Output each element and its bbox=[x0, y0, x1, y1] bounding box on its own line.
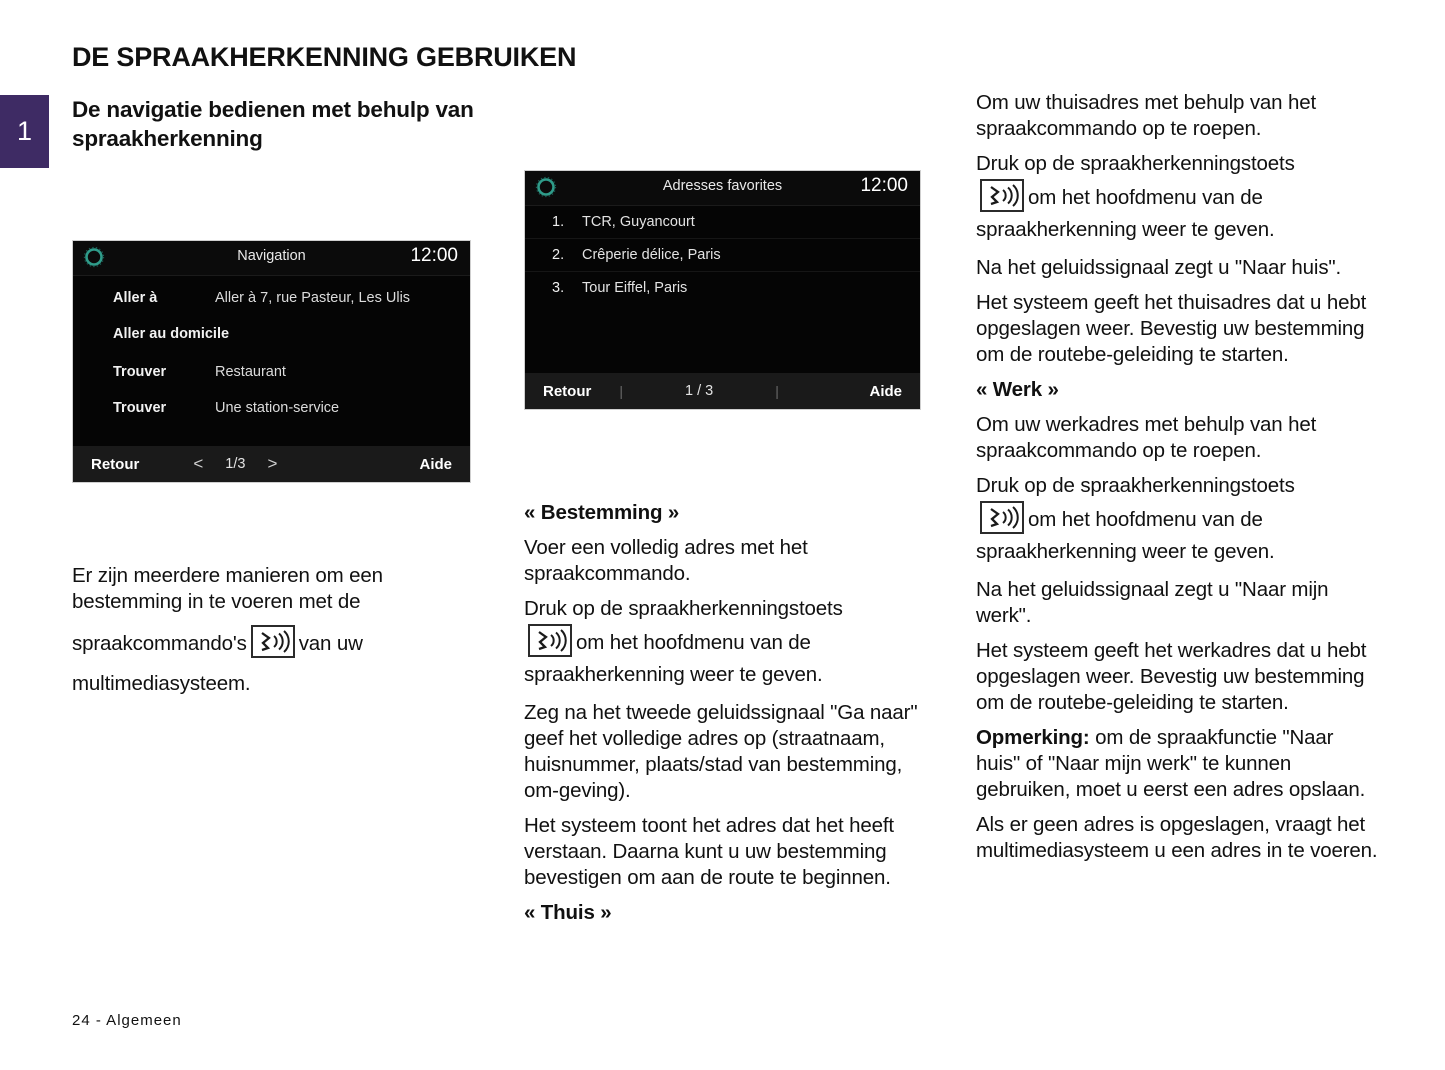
chapter-number-badge: 1 bbox=[0, 95, 49, 168]
right-paragraph-7: Druk op de spraakherkenningstoets bbox=[976, 474, 1295, 497]
right-paragraph-3-after: om het hoofdmenu van de spraakherkenning weer te geven. bbox=[976, 186, 1275, 241]
navigation-row-label: Trouver bbox=[113, 400, 167, 416]
mid-paragraph-3-after: om het hoofdmenu van de spraakherkenning weer te geven. bbox=[524, 631, 823, 686]
list-item[interactable] bbox=[525, 239, 920, 272]
mid-paragraph-4: Zeg na het tweede geluidssignaal "Ga naar" geef het volledige adres op (straatnaam, huisnummer, plaats/stad van bestemming, om-geving). bbox=[524, 701, 918, 802]
right-paragraph-2: Druk op de spraakherkenningstoets bbox=[976, 152, 1295, 175]
right-paragraph-8 bbox=[976, 501, 1378, 568]
page-title: DE SPRAAKHERKENNING GEBRUIKEN bbox=[72, 42, 577, 72]
heading-bestemming: « Bestemming » bbox=[524, 501, 680, 524]
navigation-row-value: Aller à 7, rue Pasteur, Les Ulis bbox=[215, 290, 411, 306]
list-item-number: 3. bbox=[552, 280, 565, 296]
help-button[interactable]: Aide bbox=[419, 455, 452, 473]
mid-paragraph-1: Voer een volledig adres met het spraakcommando. bbox=[524, 536, 808, 585]
help-button[interactable]: Aide bbox=[869, 382, 902, 400]
back-button[interactable]: Retour bbox=[543, 382, 592, 400]
right-paragraph-5: Het systeem geeft het thuisadres dat u hebt opgeslagen weer. Bevestig uw bestemming om de routebe-geleiding te starten. bbox=[976, 291, 1367, 366]
note-paragraph bbox=[976, 725, 1378, 803]
note-body: om de spraakfunctie "Naar huis" of "Naar mijn werk" te kunnen gebruiken, moet u eerst een adres opslaan. bbox=[976, 726, 1366, 801]
favourites-screen-topbar bbox=[525, 171, 920, 206]
list-item-number: 1. bbox=[552, 214, 565, 230]
navigation-row[interactable] bbox=[73, 326, 470, 364]
left-paragraph-2 bbox=[72, 624, 474, 704]
right-paragraph-10: Het systeem geeft het werkadres dat u hebt opgeslagen weer. Bevestig uw bestemming om de routebe-geleiding te starten. bbox=[976, 639, 1367, 714]
middle-column bbox=[524, 500, 926, 935]
favourites-screen-title: Adresses favorites bbox=[662, 178, 783, 194]
voice-command-icon bbox=[528, 624, 572, 657]
navigation-row-value: Restaurant bbox=[215, 364, 286, 380]
section-heading: De navigatie bedienen met behulp van spraakherkenning bbox=[72, 97, 474, 151]
favourites-screen-bottom-bar bbox=[525, 373, 920, 409]
navigation-screen bbox=[72, 240, 471, 483]
right-paragraph-9: Na het geluidssignaal zegt u "Naar mijn werk". bbox=[976, 578, 1329, 627]
navigation-row-value: Une station-service bbox=[215, 400, 340, 416]
bottom-bar-separator: | bbox=[775, 383, 779, 399]
list-item-number: 2. bbox=[552, 247, 565, 263]
navigation-row[interactable] bbox=[73, 400, 470, 434]
list-item[interactable] bbox=[525, 272, 920, 304]
navigation-screen-bottom-bar bbox=[73, 446, 470, 482]
navigation-screen-body bbox=[73, 276, 470, 434]
favourites-screen-body bbox=[525, 206, 920, 304]
navigation-row[interactable] bbox=[73, 290, 470, 326]
mid-paragraph-2: Druk op de spraakherkenningstoets bbox=[524, 597, 843, 620]
bottom-bar-separator: | bbox=[619, 383, 623, 399]
favourites-screen bbox=[524, 170, 921, 410]
navigation-screen-title: Navigation bbox=[237, 248, 306, 264]
navigation-row-label: Aller au domicile bbox=[113, 326, 230, 342]
navigation-row[interactable] bbox=[73, 364, 470, 400]
left-column bbox=[72, 563, 474, 713]
next-page-arrow-icon[interactable]: > bbox=[267, 454, 278, 473]
list-item-label: Crêperie délice, Paris bbox=[582, 247, 721, 263]
right-paragraph-4: Na het geluidssignaal zegt u "Naar huis". bbox=[976, 256, 1342, 279]
navigation-screen-clock: 12:00 bbox=[410, 245, 458, 266]
list-item-label: TCR, Guyancourt bbox=[582, 214, 695, 230]
list-item[interactable] bbox=[525, 206, 920, 239]
previous-page-arrow-icon[interactable]: < bbox=[193, 454, 204, 473]
mid-paragraph-5: Het systeem toont het adres dat het heeft verstaan. Daarna kunt u uw bestemming bevestigen om aan de route te beginnen. bbox=[524, 814, 894, 889]
left-paragraph-2-after: van uw multimediasysteem. bbox=[72, 632, 363, 695]
right-column bbox=[976, 90, 1378, 873]
page-indicator: 1/3 bbox=[225, 456, 246, 472]
navigation-row-label: Trouver bbox=[113, 364, 167, 380]
favourites-screen-clock: 12:00 bbox=[860, 175, 908, 196]
voice-command-icon bbox=[980, 179, 1024, 212]
right-paragraph-8-after: om het hoofdmenu van de spraakherkenning weer te geven. bbox=[976, 508, 1275, 563]
right-paragraph-11: Als er geen adres is opgeslagen, vraagt het multimediasysteem u een adres in te voeren. bbox=[976, 813, 1378, 862]
left-paragraph-1: Er zijn meerdere manieren om een bestemming in te voeren met de bbox=[72, 564, 383, 613]
page-indicator: 1 / 3 bbox=[684, 383, 714, 399]
voice-command-icon bbox=[251, 625, 295, 658]
voice-command-icon bbox=[980, 501, 1024, 534]
navigation-row-label: Aller à bbox=[113, 290, 158, 306]
heading-thuis: « Thuis » bbox=[524, 901, 612, 924]
note-label: Opmerking: bbox=[976, 726, 1090, 749]
page-footer: 24 - Algemeen bbox=[72, 1012, 182, 1029]
left-paragraph-2-before: spraakcommando's bbox=[72, 632, 247, 655]
heading-werk: « Werk » bbox=[976, 378, 1059, 401]
back-button[interactable]: Retour bbox=[91, 455, 140, 473]
mid-paragraph-3 bbox=[524, 624, 926, 691]
list-item-label: Tour Eiffel, Paris bbox=[582, 280, 688, 296]
navigation-screen-topbar bbox=[73, 241, 470, 276]
right-paragraph-6: Om uw werkadres met behulp van het spraakcommando op te roepen. bbox=[976, 413, 1317, 462]
right-paragraph-1: Om uw thuisadres met behulp van het spraakcommando op te roepen. bbox=[976, 91, 1317, 140]
right-paragraph-3 bbox=[976, 179, 1378, 246]
